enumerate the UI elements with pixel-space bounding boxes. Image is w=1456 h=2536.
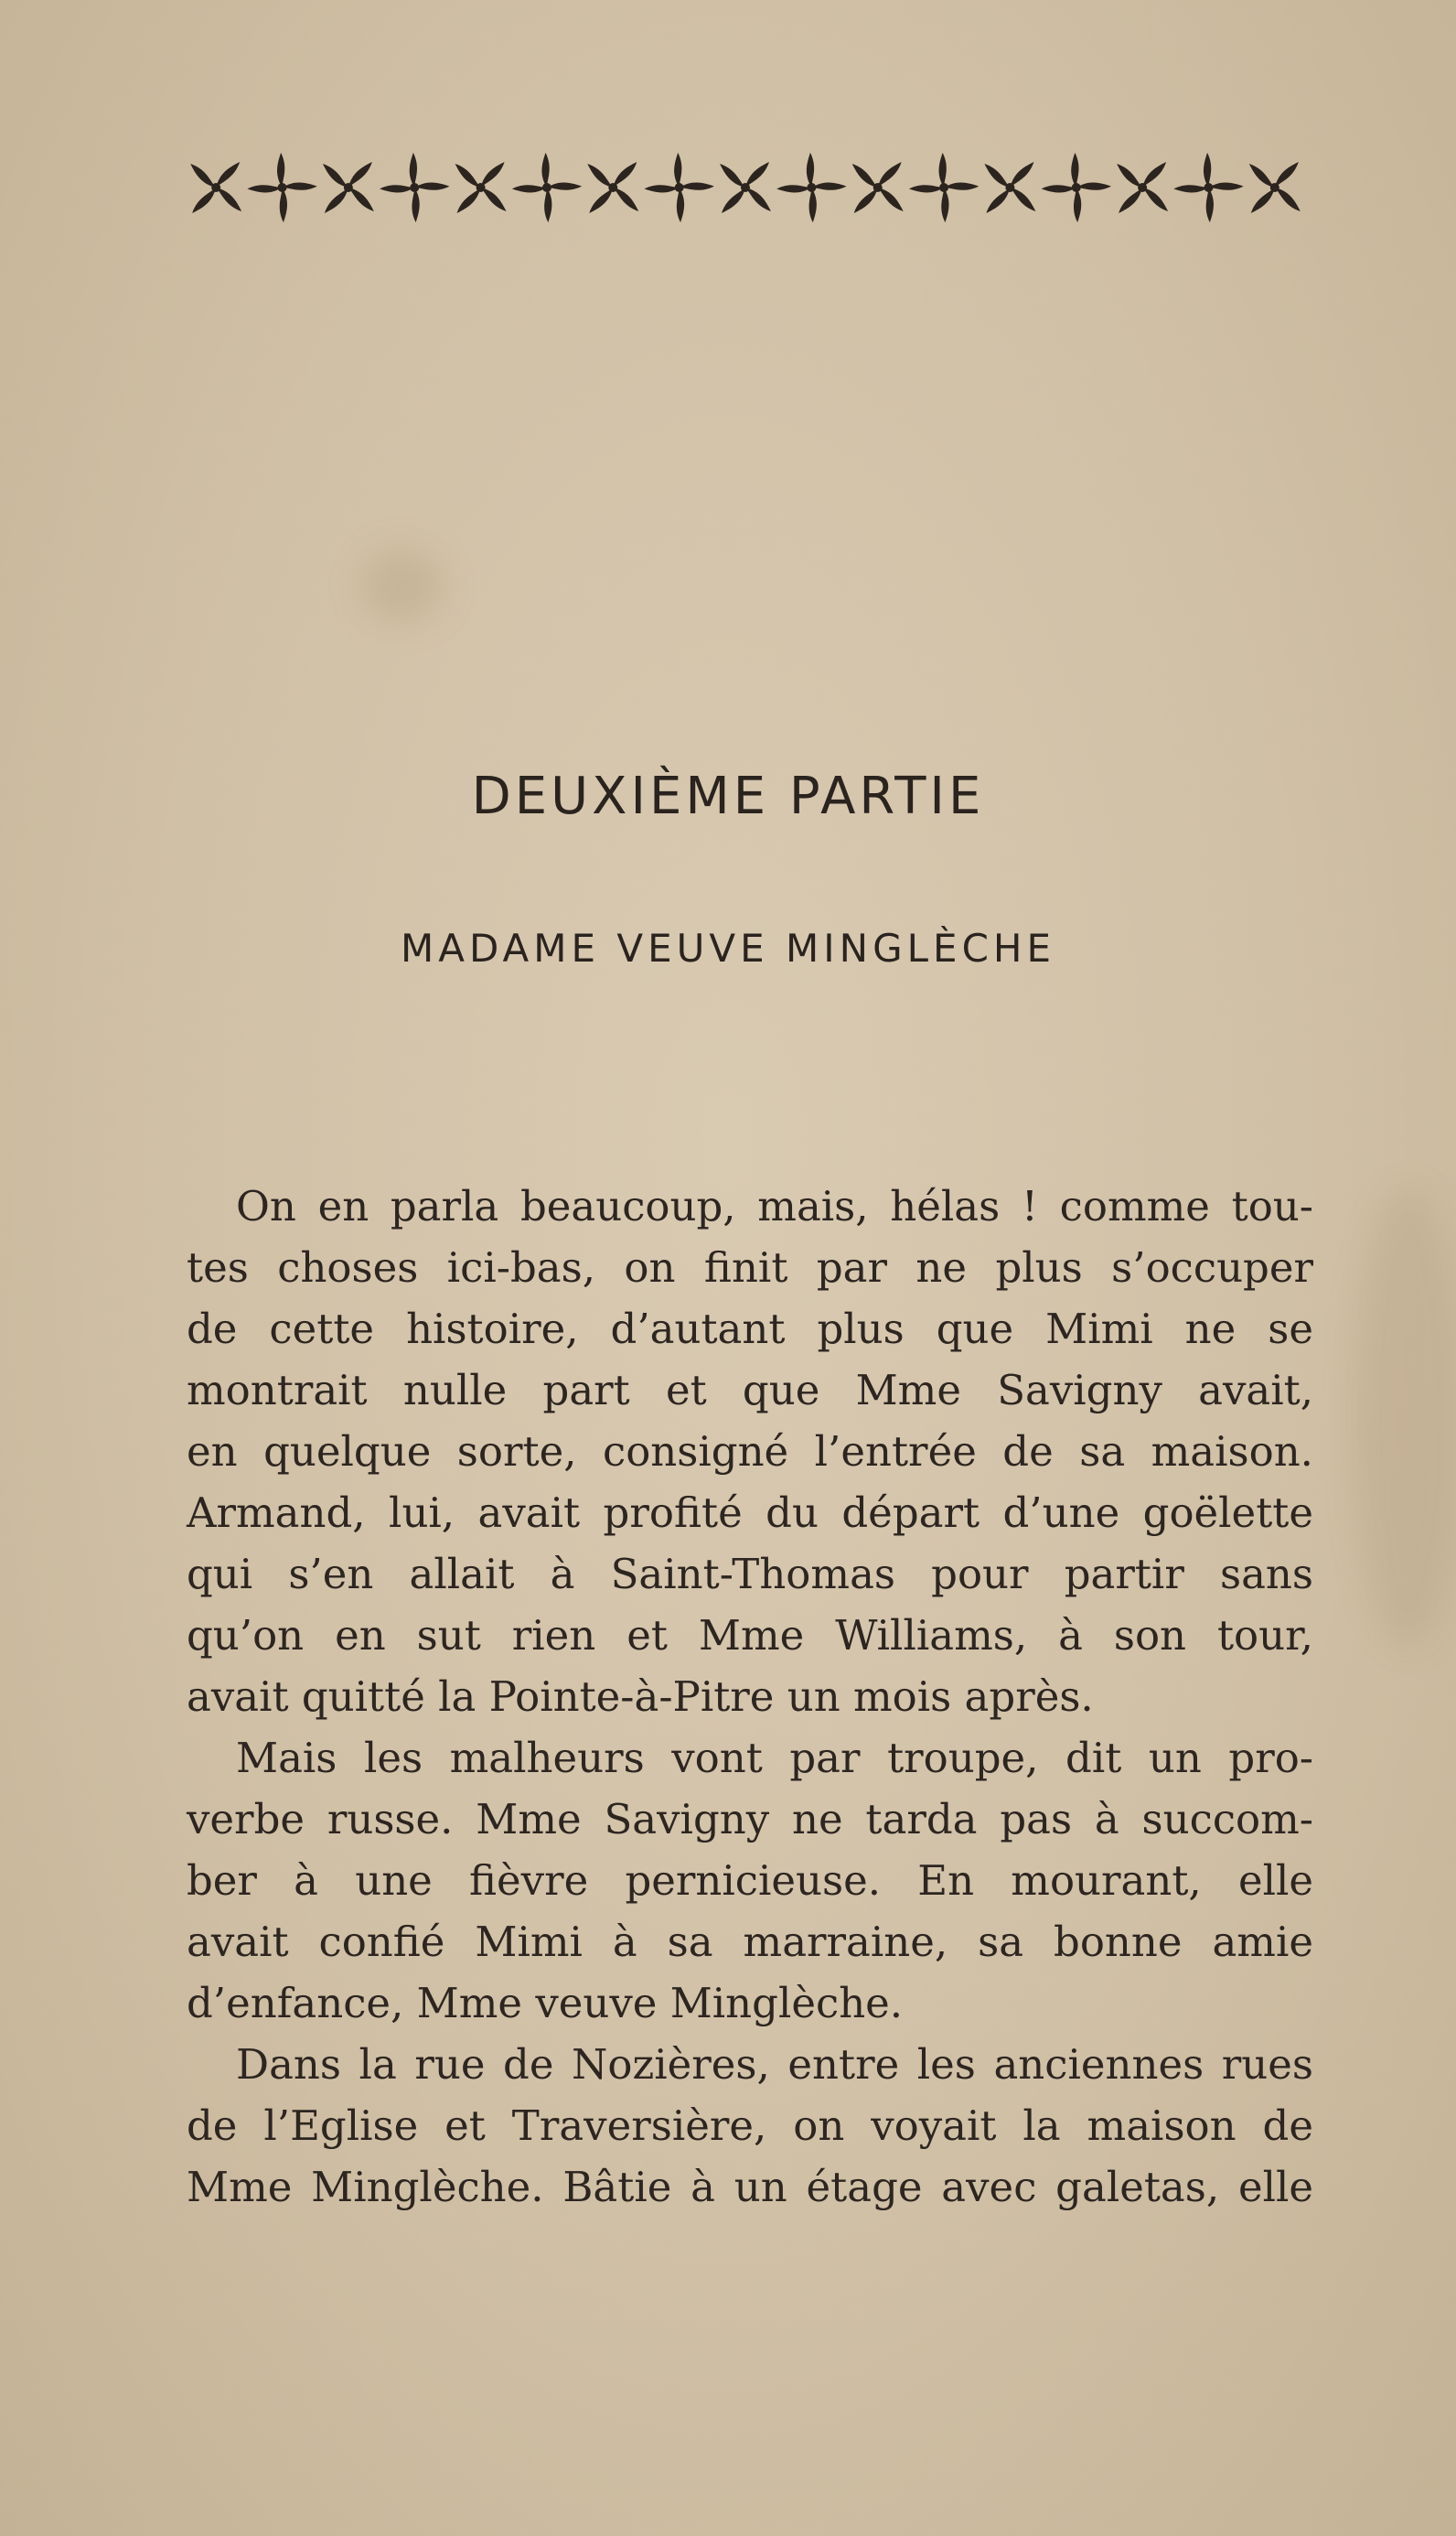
text-line: tes choses ici-bas, on finit par ne plus s’occuper xyxy=(187,1243,1313,1292)
fleuron-icon xyxy=(455,162,507,213)
fleuron-icon xyxy=(776,153,846,222)
text-line: avait confié Mimi à sa marraine, sa bonne amie xyxy=(187,1918,1313,1966)
paragraph xyxy=(187,1727,1313,2034)
fleuron-icon xyxy=(1117,162,1168,213)
text-line: Dans la rue de Nozières, entre les anciennes rues xyxy=(236,2040,1313,2089)
text-line: ber à une fièvre pernicieuse. En mourant, elle xyxy=(187,1856,1313,1905)
fleuron-icon xyxy=(512,153,582,222)
text-line: qui s’en allait à Saint-Thomas pour partir sans xyxy=(187,1550,1313,1598)
text-line: de cette histoire, d’autant plus que Mimi ne se xyxy=(187,1305,1313,1353)
decorative-border-ornament xyxy=(183,151,1308,224)
text-line: montrait nulle part et que Mme Savigny avait, xyxy=(187,1366,1313,1414)
text-line: On en parla beaucoup, mais, hélas ! comme tou- xyxy=(236,1182,1313,1230)
paper-stain xyxy=(1354,1189,1456,1647)
fleuron-icon xyxy=(1173,153,1243,222)
paragraph xyxy=(187,2034,1313,2218)
chapter-title: MADAME VEUVE MINGLÈCHE xyxy=(400,926,1056,971)
paper-stain xyxy=(361,549,444,622)
fleuron-icon xyxy=(644,153,713,222)
text-line: d’enfance, Mme veuve Minglèche. xyxy=(187,1979,904,2027)
body-text xyxy=(187,1176,1313,2218)
part-title: DEUXIÈME PARTIE xyxy=(471,767,985,826)
fleuron-icon xyxy=(984,162,1035,213)
fleuron-icon xyxy=(587,162,638,213)
fleuron-icon xyxy=(323,162,374,213)
text-line: Mais les malheurs vont par troupe, dit un pro- xyxy=(236,1734,1313,1782)
fleuron-icon xyxy=(909,153,979,222)
text-line: verbe russe. Mme Savigny ne tarda pas à succom- xyxy=(187,1795,1313,1843)
text-line: en quelque sorte, consigné l’entrée de sa maison. xyxy=(187,1427,1313,1476)
text-line: Mme Minglèche. Bâtie à un étage avec galetas, elle xyxy=(187,2163,1313,2211)
fleuron-icon xyxy=(380,153,449,222)
fleuron-icon xyxy=(190,162,241,213)
text-line: de l’Eglise et Traversière, on voyait la maison de xyxy=(187,2101,1313,2150)
fleuron-icon xyxy=(852,162,904,213)
paragraph xyxy=(187,1176,1313,1727)
text-line: avait quitté la Pointe-à-Pitre un mois après. xyxy=(187,1672,1094,1721)
fleuron-icon xyxy=(720,162,771,213)
fleuron-icon xyxy=(1249,162,1301,213)
text-line: Armand, lui, avait profité du départ d’une goëlette xyxy=(187,1488,1313,1537)
fleuron-icon xyxy=(1042,153,1111,222)
text-line: qu’on en sut rien et Mme Williams, à son tour, xyxy=(187,1611,1313,1660)
fleuron-icon xyxy=(247,153,316,222)
